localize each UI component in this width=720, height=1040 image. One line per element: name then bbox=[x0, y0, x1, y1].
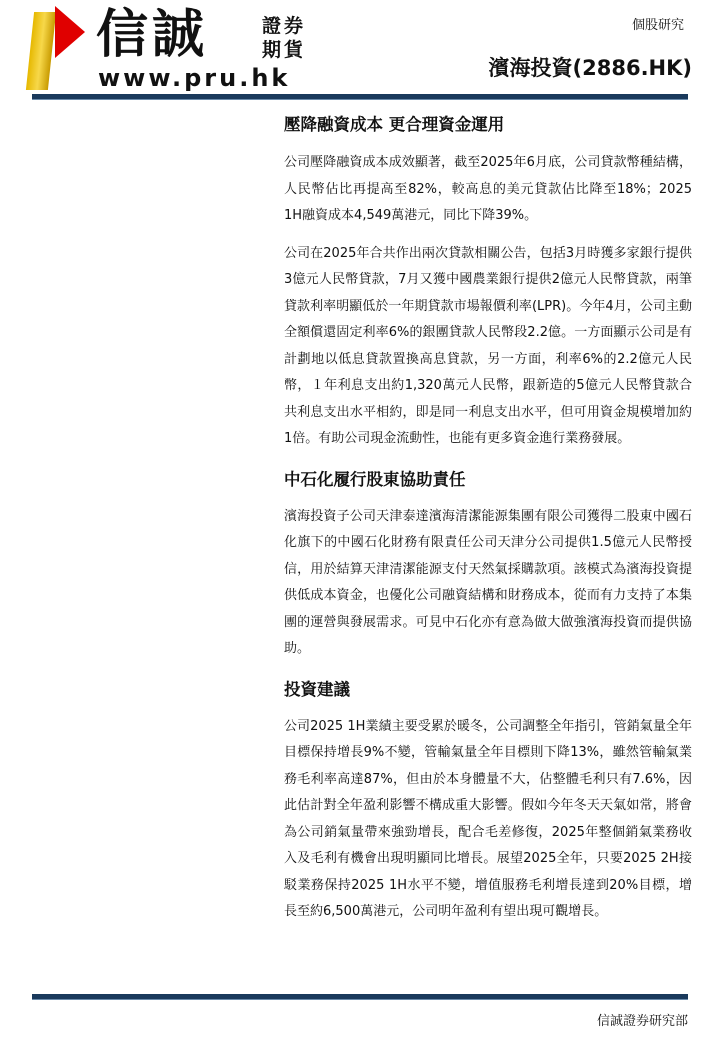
paragraph: 公司2025 1H業績主要受累於暖冬，公司調整全年指引，管銷氣量全年目標保持增長9%不變，管輸氣量全年目標則下降13%，雖然管輸氣業務毛利率高達87%，但由於本身體量不大，佔整體毛利只有7.6%，因此估計對全年盈利影響不構成重大影響。假如今年冬天天氣如常，將會為公司銷氣量帶來強勁增長，配合毛差修復，2025年整個銷氣業務收入及毛利有機會出現明顯同比增長。展望2025全年，只要2025 2H接駁業務保持2025 1H水平不變，增值服務毛利增長達到20%目標，增長至約6,500萬港元，公司明年盈利有望出現可觀增長。 bbox=[284, 718, 692, 919]
logo-triangle-icon bbox=[55, 6, 85, 58]
logo-bar-icon bbox=[26, 12, 56, 90]
paragraph: 濱海投資子公司天津泰達濱海清潔能源集團有限公司獲得二股東中國石化旗下的中國石化財務有限責任公司天津分公司提供1.5億元人民幣授信，用於結算天津清潔能源支付天然氣採購款項。該模式為濱海投資提供低成本資金，也優化公司融資結構和財務成本，從而有力支持了本集團的運營與發展需求。可見中石化亦有意為做大做強濱海投資而提供協助。 bbox=[284, 508, 692, 656]
paragraph: 公司在2025年合共作出兩次貸款相關公告，包括3月時獲多家銀行提供3億元人民幣貸款，7月又獲中國農業銀行提供2億元人民幣貸款，兩筆貸款利率明顯低於一年期貸款市場報價利率(LPR)。今年4月，公司主動全額償還固定利率6%的銀團貸款人民幣段2.2億。一方面顯示公司是有計劃地以低息貸款置換高息貸款，另一方面，利率6%的2.2億元人民幣，１年利息支出約1,320萬元人民幣，跟新造的5億元人民幣貸款合共利息支出水平相約，即是同一利息支出水平，但可用資金規模增加約1倍。有助公司現金流動性，也能有更多資金進行業務發展。 bbox=[284, 245, 692, 446]
header-divider bbox=[32, 94, 688, 100]
report-category: 個股研究 bbox=[631, 18, 684, 33]
report-body bbox=[284, 112, 692, 926]
logo-subtitle bbox=[262, 14, 326, 62]
paragraph: 公司壓降融資成本成效顯著，截至2025年6月底，公司貸款幣種結構，人民幣佔比再提高至82%，較高息的美元貸款佔比降至18%；2025 1H融資成本4,549萬港元，同比下降39%。 bbox=[284, 155, 692, 223]
section-heading-sinopec: 中石化履行股東協助責任 bbox=[284, 469, 466, 489]
logo-url: www.pru.hk bbox=[98, 64, 291, 92]
logo-sub-line2: 期貨 bbox=[262, 39, 307, 61]
section-heading-recommendation: 投資建議 bbox=[284, 679, 350, 699]
company-logo bbox=[30, 6, 330, 90]
footer-text: 信誠證券研究部 bbox=[596, 1014, 688, 1029]
report-title: 濱海投資(2886.HK) bbox=[488, 56, 692, 80]
section-heading-financing: 壓降融資成本 更合理資金運用 bbox=[284, 115, 505, 134]
footer-divider bbox=[32, 994, 688, 1000]
logo-sub-line1: 證券 bbox=[262, 15, 307, 37]
logo-chinese-name: 信誠 bbox=[96, 4, 209, 65]
